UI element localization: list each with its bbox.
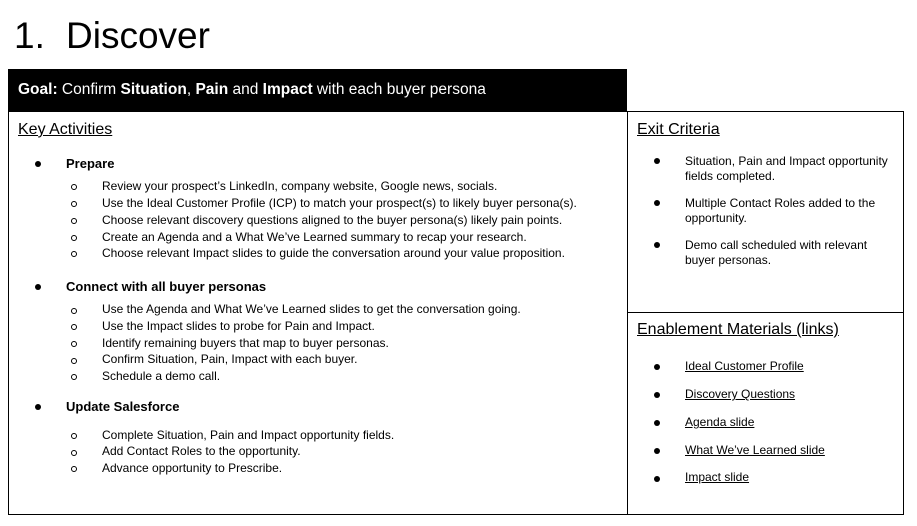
list-item: Choose relevant Impact slides to guide the conversation around your value proposition. (102, 246, 565, 260)
bullet-icon (654, 392, 660, 398)
sub-bullet-icon (71, 466, 77, 472)
sub-bullet-icon (71, 184, 77, 190)
bullet-icon (654, 420, 660, 426)
sub-bullet-icon (71, 201, 77, 207)
sub-bullet-icon (71, 450, 77, 456)
page-title (14, 14, 210, 58)
exit-criteria-title: Exit Criteria (637, 121, 720, 138)
list-item: Add Contact Roles to the opportunity. (102, 444, 301, 458)
sub-bullet-icon (71, 374, 77, 380)
bullet-icon (654, 364, 660, 370)
bullet-icon (654, 200, 660, 206)
link-ideal-customer-profile[interactable]: Ideal Customer Profile (685, 359, 804, 373)
goal-text: , (186, 81, 196, 98)
link-what-weve-learned-slide[interactable]: What We’ve Learned slide (685, 443, 825, 457)
list-item: Schedule a demo call. (102, 369, 221, 383)
goal-impact: Impact (262, 81, 313, 98)
goal-text: with each buyer persona (312, 81, 486, 98)
sub-bullet-icon (71, 308, 77, 314)
group-heading-prepare: Prepare (66, 156, 115, 171)
list-item: Use the Impact slides to probe for Pain and Impact. (102, 319, 375, 333)
bullet-icon (654, 158, 660, 164)
exit-criteria-item: Situation, Pain and Impact opportunity fields completed. (685, 154, 888, 183)
goal-situation: Situation (120, 81, 187, 98)
bullet-icon (654, 448, 660, 454)
page-title-text: Discover (66, 15, 210, 56)
list-item: Create an Agenda and a What We’ve Learned summary to recap your research. (102, 230, 527, 244)
group-heading-connect: Connect with all buyer personas (66, 279, 267, 294)
page-title-number: 1. (14, 15, 45, 56)
goal-text: and (228, 81, 263, 98)
enablement-title: Enablement Materials (links) (637, 321, 839, 338)
link-discovery-questions[interactable]: Discovery Questions (685, 387, 796, 401)
sub-bullet-icon (71, 433, 77, 439)
list-item: Complete Situation, Pain and Impact opportunity fields. (102, 428, 395, 442)
list-item: Advance opportunity to Prescribe. (102, 461, 283, 475)
list-item: Review your prospect’s LinkedIn, company website, Google news, socials. (102, 179, 498, 193)
sub-bullet-icon (71, 341, 77, 347)
enablement-panel (627, 312, 904, 515)
bullet-icon (35, 404, 41, 410)
bullet-icon (35, 161, 41, 167)
link-agenda-slide[interactable]: Agenda slide (685, 415, 755, 429)
exit-criteria-item: Demo call scheduled with relevant buyer personas. (685, 238, 868, 267)
exit-criteria-item: Multiple Contact Roles added to the opportunity. (685, 196, 876, 225)
list-item: Confirm Situation, Pain, Impact with each buyer. (102, 352, 358, 366)
list-item: Choose relevant discovery questions aligned to the buyer persona(s) likely pain points. (102, 213, 563, 227)
goal-text: Confirm (57, 81, 121, 98)
sub-bullet-icon (71, 358, 77, 364)
bullet-icon (654, 242, 660, 248)
goal-label: Goal: (18, 81, 58, 98)
sub-bullet-icon (71, 218, 77, 224)
group-heading-salesforce: Update Salesforce (66, 399, 180, 414)
key-activities-title: Key Activities (18, 121, 113, 138)
bullet-icon (35, 284, 41, 290)
sub-bullet-icon (71, 251, 77, 257)
sub-bullet-icon (71, 324, 77, 330)
goal-banner (8, 69, 627, 111)
goal-pain: Pain (195, 81, 229, 98)
sub-bullet-icon (71, 235, 77, 241)
list-item: Use the Agenda and What We’ve Learned slides to get the conversation going. (102, 302, 521, 316)
link-impact-slide[interactable]: Impact slide (685, 470, 750, 484)
list-item: Identify remaining buyers that map to buyer personas. (102, 336, 389, 350)
bullet-icon (654, 476, 660, 482)
list-item: Use the Ideal Customer Profile (ICP) to match your prospect(s) to likely buyer persona(s). (102, 196, 577, 210)
